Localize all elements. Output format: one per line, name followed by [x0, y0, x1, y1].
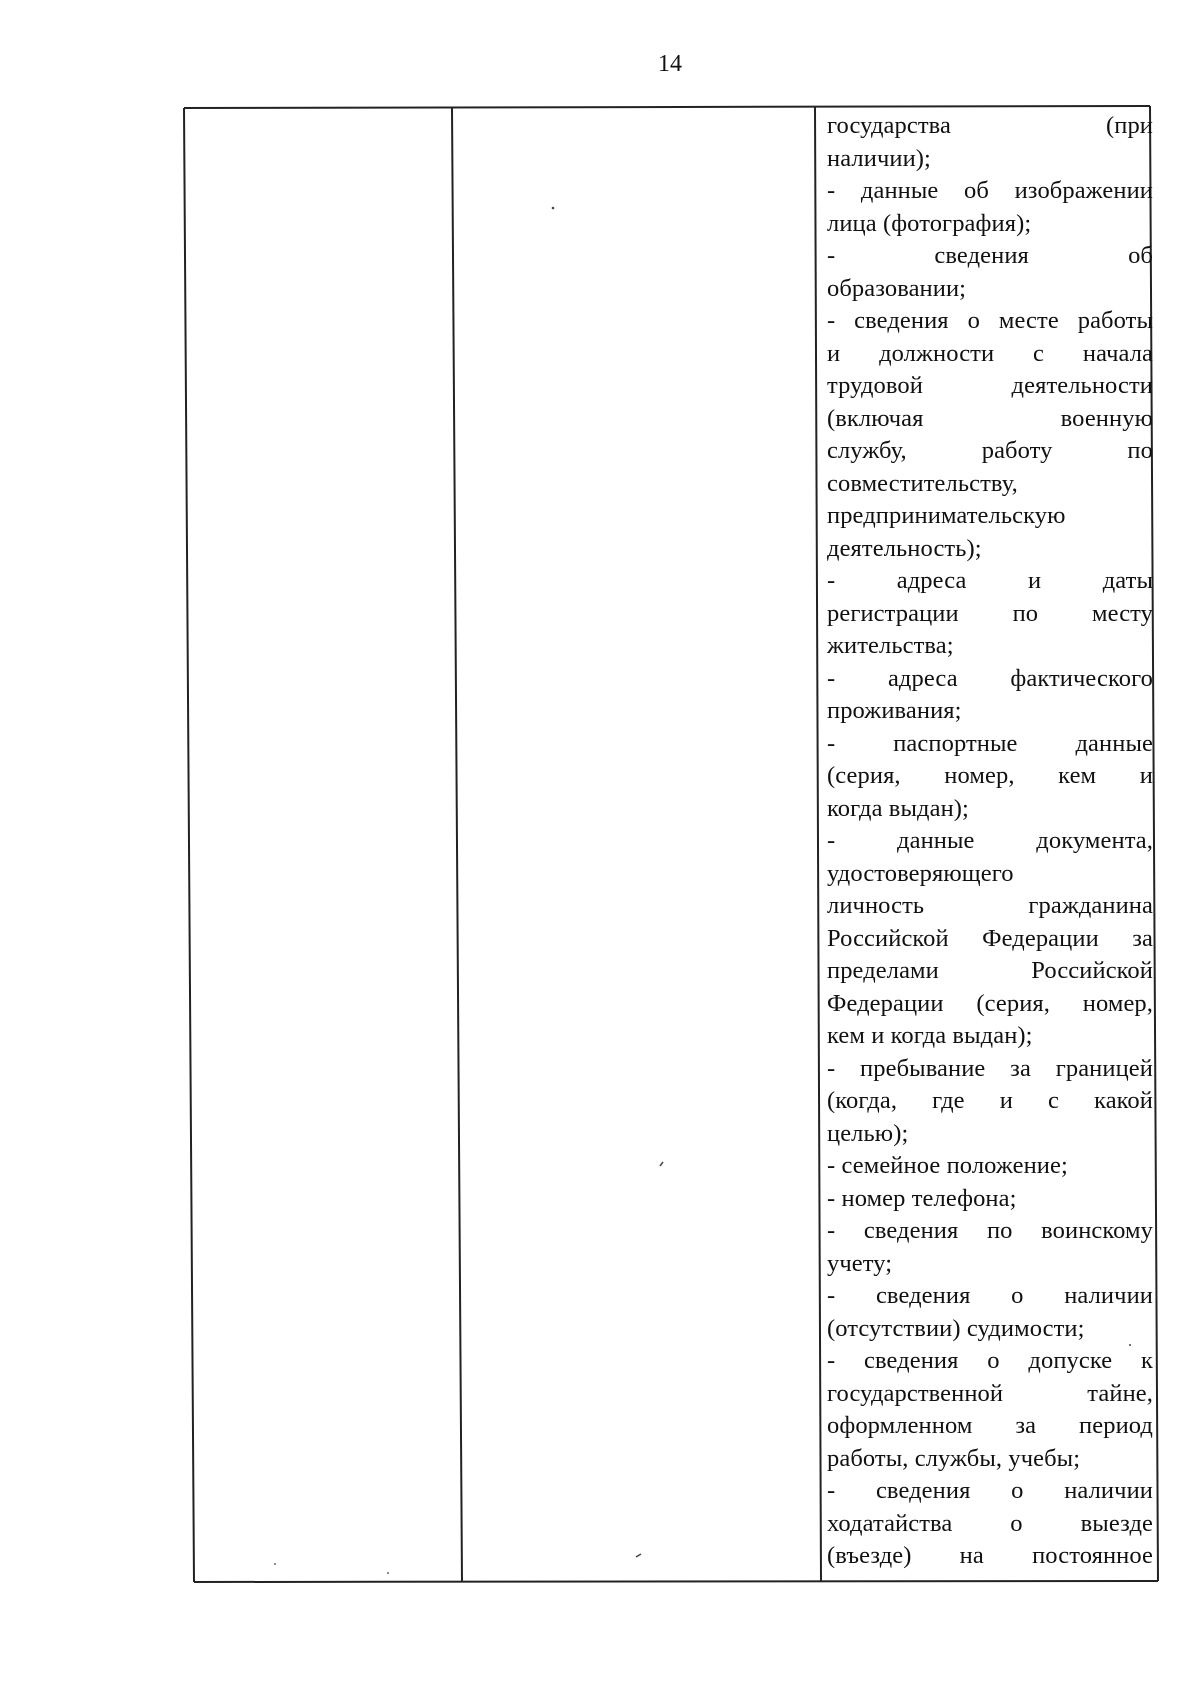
- cell-text-line: (когда, где и с какой: [827, 1087, 1153, 1114]
- table-cell-column-3: [827, 110, 1153, 1573]
- cell-text-line: - номер телефона;: [827, 1184, 1017, 1212]
- scan-speck: [636, 1554, 641, 1557]
- cell-text-line: службу, работу по: [827, 437, 1153, 464]
- cell-text-line: - адреса фактического: [827, 664, 1153, 692]
- cell-text-line: (въезде) на постоянное: [827, 1542, 1153, 1569]
- page-number: 14: [658, 51, 682, 77]
- cell-text-line: государственной тайне,: [827, 1379, 1153, 1407]
- cell-text-line: - адреса и даты: [827, 567, 1153, 594]
- cell-text-line: наличии);: [827, 144, 931, 172]
- cell-text-line: оформленном за период: [827, 1412, 1153, 1439]
- scan-speck: [274, 1563, 276, 1565]
- table-left-border: [184, 108, 194, 1582]
- cell-text-line: (серия, номер, кем и: [827, 762, 1153, 789]
- cell-text-line: - паспортные данные: [827, 729, 1153, 757]
- cell-text-line: работы, службы, учебы;: [827, 1444, 1081, 1472]
- cell-text-line: жительства;: [827, 632, 954, 659]
- column-divider-2: [815, 107, 821, 1582]
- cell-text-line: - сведения о наличии: [827, 1477, 1153, 1504]
- cell-text-line: - сведения о допуске к: [827, 1347, 1153, 1374]
- cell-text-line: - пребывание за границей: [827, 1054, 1153, 1082]
- cell-text-line: Российской Федерации за: [827, 924, 1153, 952]
- scan-speck: [552, 207, 555, 210]
- cell-text-line: когда выдан);: [827, 794, 969, 822]
- cell-text-line: - сведения о наличии: [827, 1282, 1153, 1309]
- cell-text-line: учету;: [827, 1249, 893, 1277]
- cell-text-line: предпринимательскую: [827, 502, 1066, 529]
- cell-text-line: и должности с начала: [827, 339, 1153, 367]
- cell-text-line: - сведения о месте работы: [827, 307, 1153, 334]
- cell-text-line: пределами Российской: [827, 957, 1153, 984]
- cell-text-line: удостоверяющего: [827, 859, 1014, 887]
- column-divider-1: [452, 108, 462, 1582]
- cell-text-line: совместительству,: [827, 469, 1018, 497]
- scan-speck: [387, 1572, 389, 1574]
- cell-text-line: лица (фотография);: [827, 209, 1032, 237]
- cell-text-line: - сведения по воинскому: [827, 1217, 1153, 1244]
- cell-text-line: образовании;: [827, 274, 967, 302]
- table-top-border: [184, 106, 1150, 108]
- scan-speck: [660, 1162, 663, 1166]
- cell-text-line: (отсутствии) судимости;: [827, 1314, 1085, 1342]
- cell-text-line: целью);: [827, 1119, 909, 1147]
- cell-text-line: - семейное положение;: [827, 1152, 1068, 1179]
- cell-text-line: проживания;: [827, 697, 962, 724]
- cell-text-line: личность гражданина: [827, 892, 1153, 919]
- cell-text-line: ходатайства о выезде: [827, 1509, 1153, 1537]
- cell-text-line: - данные об изображении: [827, 177, 1153, 204]
- cell-text-line: - данные документа,: [827, 827, 1153, 854]
- cell-text-line: (включая военную: [827, 404, 1153, 432]
- cell-text-line: кем и когда выдан);: [827, 1022, 1033, 1049]
- cell-text-line: - сведения об: [827, 242, 1153, 269]
- cell-text-line: Федерации (серия, номер,: [827, 989, 1153, 1017]
- cell-text-line: деятельность);: [827, 534, 982, 562]
- cell-text-line: трудовой деятельности: [827, 372, 1153, 399]
- table-bottom-border: [194, 1581, 1158, 1582]
- cell-text-line: государства (при: [827, 112, 1153, 139]
- cell-text-line: регистрации по месту: [827, 599, 1153, 627]
